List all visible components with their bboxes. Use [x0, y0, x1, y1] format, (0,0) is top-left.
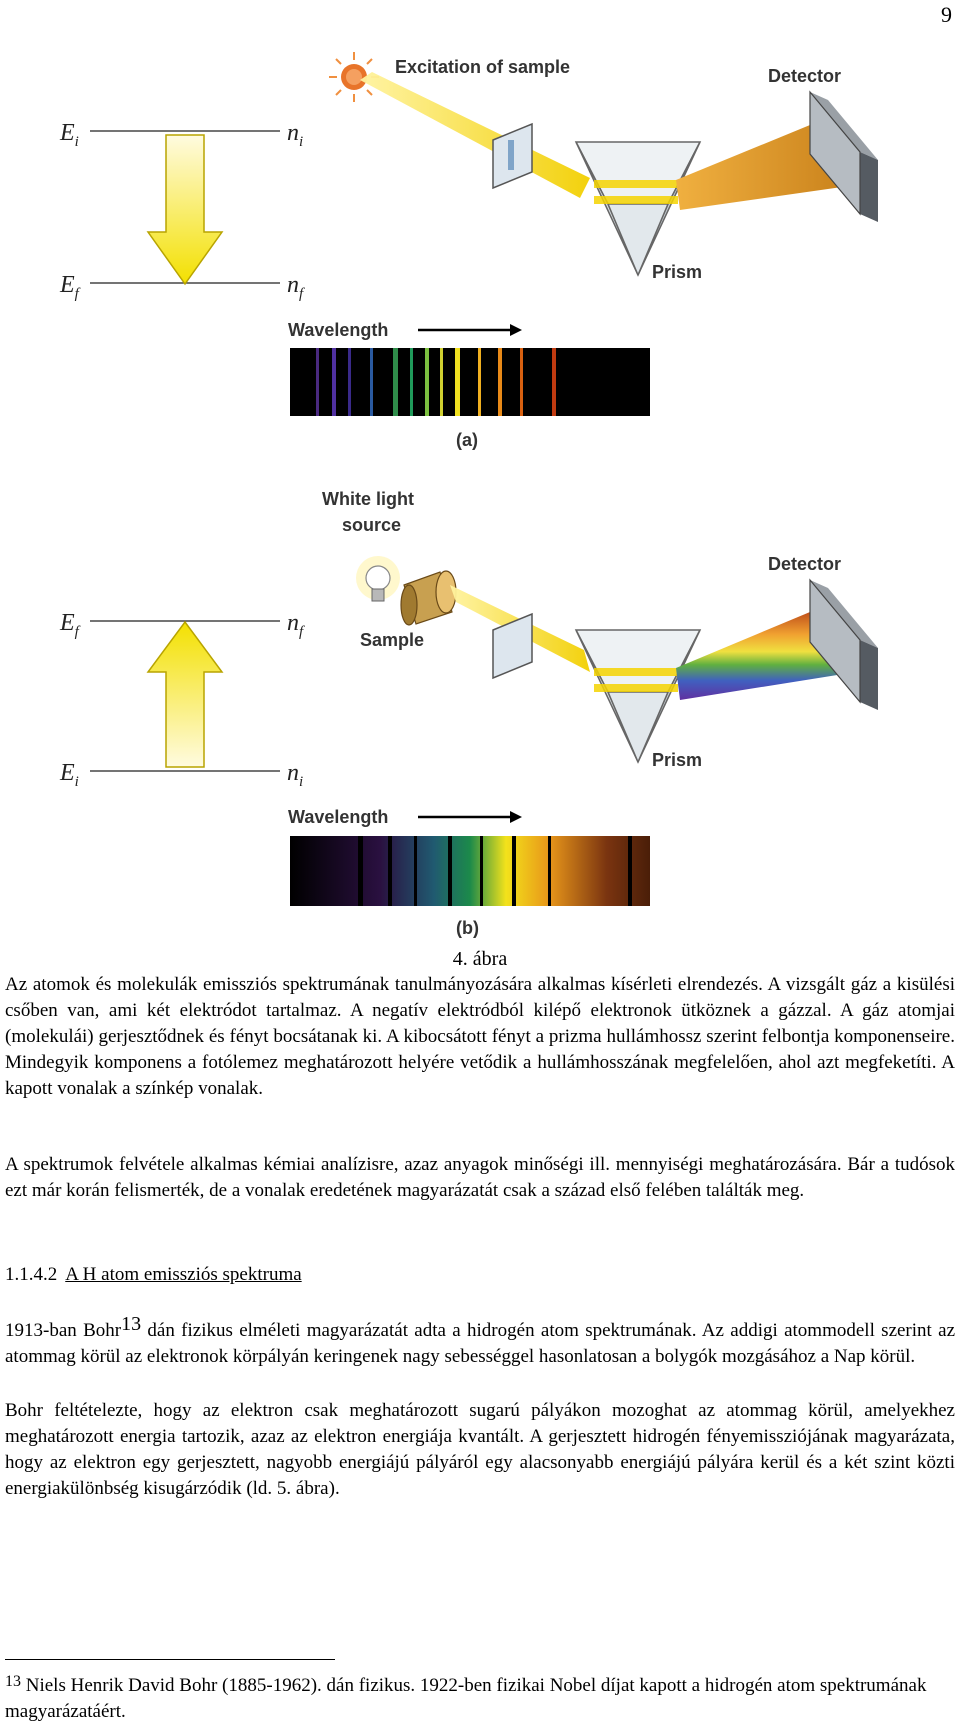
section-heading: [5, 1264, 302, 1286]
panel-a: [59, 52, 878, 450]
emission-line: [410, 348, 413, 416]
level-label-ni: $n_i$: [287, 120, 304, 150]
absorption-line: [628, 836, 632, 906]
level-label-ei: $E_i$: [60, 120, 79, 150]
panel-label-a: (a): [456, 430, 478, 450]
prism-label-b: Prism: [652, 750, 703, 770]
detector-icon-a: [810, 92, 878, 222]
detector-label-b: Detector: [768, 554, 842, 574]
absorption-arrow-icon: [148, 622, 222, 767]
absorption-line: [388, 836, 392, 906]
absorption-spectrum: [290, 836, 650, 906]
emission-line: [440, 348, 443, 416]
emission-spectrum-background: [290, 348, 650, 416]
footnote-text: Niels Henrik David Bohr (1885-1962). dán fizikus. 1922-ben fizikai Nobel díjat kapott a hidrogén atom spektrumának magyarázatáért.: [5, 1675, 927, 1722]
excitation-label: Excitation of sample: [395, 57, 571, 77]
absorption-line: [512, 836, 516, 906]
emission-line: [393, 348, 398, 416]
emission-line: [520, 348, 523, 416]
absorption-line: [358, 836, 363, 906]
sample-tube-icon: [401, 571, 456, 625]
footnote-reference[interactable]: 13: [121, 1313, 142, 1335]
emission-line: [552, 348, 556, 416]
section-number: 1.1.4.2: [5, 1264, 58, 1285]
level-label-nf: $n_f$: [287, 272, 304, 302]
section-title: A H atom emissziós spektruma: [65, 1264, 302, 1285]
absorption-line: [448, 836, 452, 906]
emission-line: [370, 348, 373, 416]
emission-line: [332, 348, 336, 416]
page-number: 9: [941, 2, 952, 27]
panel-label-b: (b): [456, 918, 479, 938]
paragraph-1: [5, 1152, 955, 1204]
figure-caption: [5, 972, 955, 1102]
paragraph-3-text: Bohr feltételezte, hogy az elektron csak meghatározott sugarú pályákon mozoghat az atommag körül, amelyekhez meghatározott energia tartozik, azaz az elektron energiája kvantált. A gerjesztett hidrogén fényemissziójának magyarázata, hogy az elektron egy gerjesztett, nagyobb energiájú pályáról egy alacsonyabb energiájú pályára kerül és a két szint közti energiakülönbség kisugárzódik (ld. 5. ábra).: [5, 1400, 955, 1499]
paragraph-2: [5, 1313, 956, 1370]
footnote-number: 13: [5, 1673, 21, 1690]
light-bulb-icon: [356, 556, 400, 601]
paragraph-1-text: A spektrumok felvétele alkalmas kémiai analízisre, azaz anyagok minőségi ill. mennyiségi meghatározására. Bár a tudósok ezt már korán felismerték, de a vonalak eredetének magyarázatát csak a század első felében találták meg.: [5, 1154, 955, 1201]
figure-number: 4. ábra: [452, 948, 508, 970]
absorption-line: [548, 836, 551, 906]
footnote: [5, 1673, 955, 1725]
level-label-ei-b: $E_i$: [60, 760, 79, 790]
absorption-line: [480, 836, 483, 906]
emission-line: [455, 348, 460, 416]
absorption-spectrum-background: [290, 836, 650, 906]
paragraph-3: [5, 1398, 955, 1502]
paragraph-2-rest: dán fizikus elméleti magyarázatát adta a hidrogén atom spektrumának. Az addigi atommodell szerint az atommag körül az elektronok körpályán keringenek nagy sebességgel hasonlatosan a bolygók mozgásához a Nap körül.: [5, 1320, 956, 1367]
emission-spectrum: [290, 348, 650, 416]
emission-arrow-icon: [148, 135, 222, 284]
sample-label: Sample: [360, 630, 425, 650]
figure-caption-text: Az atomok és molekulák emissziós spektrumának tanulmányozására alkalmas kísérleti elrendezés. A vizsgált gáz a kisülési csőben van, ami két elektródot tartalmaz. A negatív elektródból kilépő elektronok ütköznek a gázzal. A gáz atomjai (molekulái) gerjesztődnek és fényt bocsátanak ki. A kibocsátott fényt a prizma hullámhossz szerint felbontja komponenseire. Mindegyik komponens a fotólemez meghatározott helyére vetődik a hullámhosszának megfelelően, ahol azt megfeketíti. A kapott vonalak a színkép vonalak.: [5, 974, 955, 1099]
prism-label-a: Prism: [652, 262, 703, 282]
level-label-ef: $E_f$: [60, 272, 79, 302]
source-label-line-1: White light: [322, 489, 414, 509]
wavelength-arrowhead-b: [510, 811, 522, 823]
absorption-line: [414, 836, 417, 906]
wavelength-label-a: Wavelength: [288, 320, 389, 340]
source-label-line-2: source: [342, 515, 402, 535]
footnote-separator: [5, 1659, 335, 1660]
paragraph-2-start: 1913-ban Bohr: [5, 1320, 122, 1341]
level-label-ef-b: $E_f$: [60, 610, 79, 640]
wavelength-label-b: Wavelength: [288, 807, 389, 827]
level-label-ni-b: $n_i$: [287, 760, 304, 790]
emission-line: [498, 348, 502, 416]
detector-icon-b: [810, 580, 878, 710]
emission-line: [348, 348, 351, 416]
detector-label-a: Detector: [768, 66, 842, 86]
emission-line: [316, 348, 319, 416]
incident-beam: [360, 72, 590, 198]
slit-opening: [508, 140, 514, 170]
panel-b: [59, 489, 878, 938]
emission-line: [425, 348, 429, 416]
level-label-nf-b: $n_f$: [287, 610, 304, 640]
wavelength-arrowhead-a: [510, 324, 522, 336]
emission-line: [478, 348, 481, 416]
